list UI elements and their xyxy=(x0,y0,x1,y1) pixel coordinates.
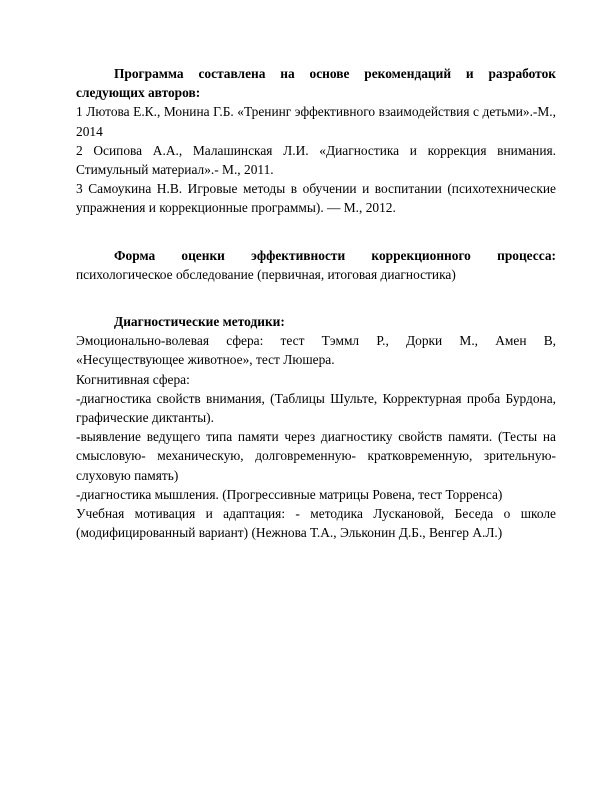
assessment-text: психологическое обследование (первичная, итоговая диагностика) xyxy=(76,266,456,282)
spacer xyxy=(76,218,556,246)
method-item: Учебная мотивация и адаптация: - методика Лускановой, Беседа о школе (модифицированный вариант) (Нежнова Т.А., Эльконин Д.Б., Венгер А.Л.) xyxy=(76,506,556,541)
methods-heading: Диагностические методики: xyxy=(114,314,285,330)
document-page xyxy=(76,64,556,542)
assessment-label: Форма оценки эффективности коррекционного процесса: xyxy=(114,247,556,263)
method-item: -диагностика свойств внимания, (Таблицы Шульте, Корректурная проба Бурдона, графические диктанты). xyxy=(76,390,556,426)
method-item: -выявление ведущего типа памяти через диагностику свойств памяти. (Тесты на смысловую- механическую, долговременную- кратковременную, зрительную-слуховую память) xyxy=(76,429,556,483)
method-item: Когнитивная сфера: xyxy=(76,371,190,387)
author-item: 2 Осипова А.А., Малашинская Л.И. «Диагностика и коррекция внимания. Стимульный материал».- М., 2011. xyxy=(76,142,556,178)
assessment-paragraph xyxy=(76,246,556,284)
intro-heading: Программа составлена на основе рекомендаций и разработок следующих авторов: xyxy=(76,66,556,101)
author-item: 1 Лютова Е.К., Монина Г.Б. «Тренинг эффективного взаимодействия с детьми».-М., 2014 xyxy=(76,104,556,139)
method-item: -диагностика мышления. (Прогрессивные матрицы Ровена, тест Торренса) xyxy=(76,486,503,502)
spacer xyxy=(76,284,556,312)
method-item: Эмоционально-волевая сфера: тест Тэммл Р., Дорки М., Амен В, «Несуществующее животное», тест Люшера. xyxy=(76,333,556,368)
author-item: 3 Самоукина Н.В. Игровые методы в обучении и воспитании (психотехнические упражнения и коррекционные программы). — М., 2012. xyxy=(76,181,556,216)
